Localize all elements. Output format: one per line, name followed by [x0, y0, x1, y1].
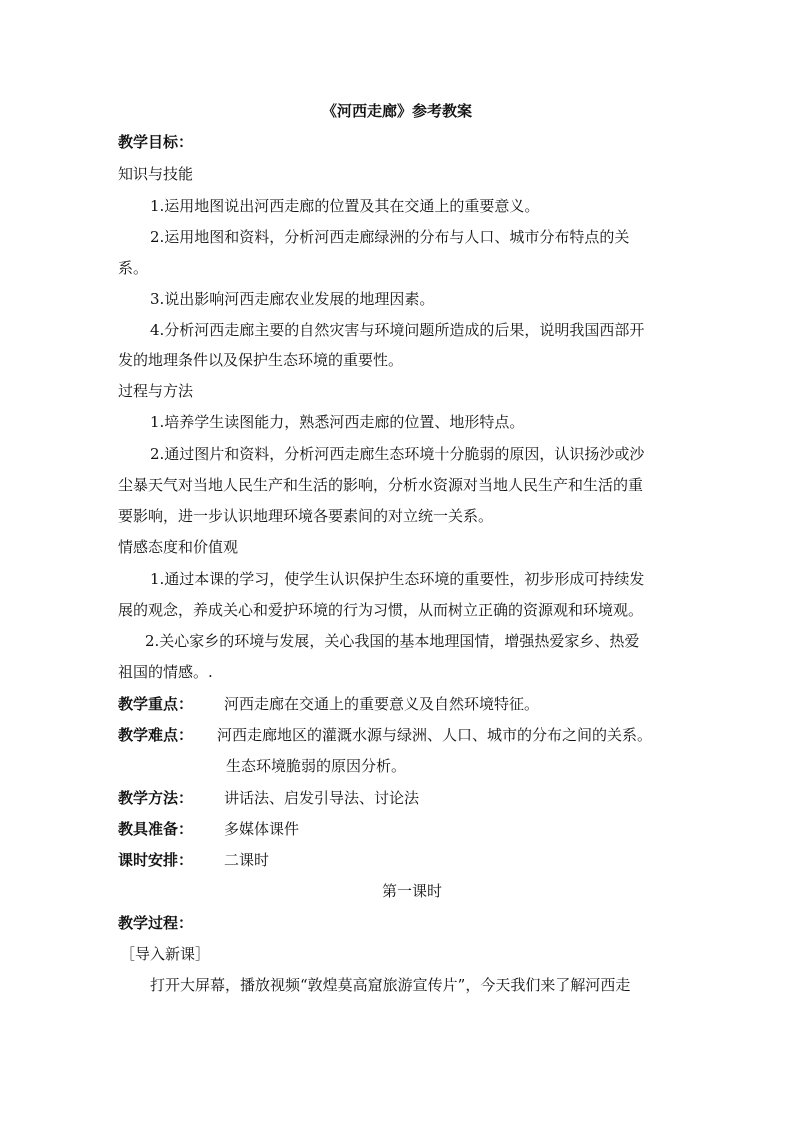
intro-bracket-heading: ［导入新课］: [120, 945, 211, 963]
knowledge-item: 1.运用地图说出河西走廊的位置及其在交通上的重要意义。: [150, 197, 540, 215]
knowledge-item: 4.分析河西走廊主要的自然灾害与环境问题所造成的后果，说明我国西部开: [150, 321, 645, 339]
attitude-heading: 情感态度和价值观: [118, 538, 239, 556]
intro-paragraph: 打开大屏幕，播放视频“敦煌莫高窟旅游宣传片”，今天我们来了解河西走: [150, 976, 631, 994]
objectives-heading: 教学目标：: [118, 133, 194, 151]
methods-label: 教学方法：: [118, 789, 194, 807]
knowledge-heading: 知识与技能: [118, 165, 194, 183]
process-section-heading: 教学过程：: [118, 914, 194, 932]
knowledge-item: 2.运用地图和资料，分析河西走廊绿洲的分布与人口、城市分布特点的关: [150, 228, 630, 246]
schedule-label: 课时安排：: [118, 851, 194, 869]
process-item: 2.通过图片和资料，分析河西走廊生态环境十分脆弱的原因，认识扬沙或沙: [150, 445, 645, 463]
methods-row: [118, 788, 419, 808]
process-item: 1.培养学生读图能力，熟悉河西走廊的位置、地形特点。: [150, 413, 525, 431]
tools-row: [118, 819, 299, 839]
knowledge-item: 发的地理条件以及保护生态环境的重要性。: [118, 351, 404, 369]
lesson-heading: 第一课时: [381, 882, 442, 900]
attitude-item: 展的观念，养成关心和爱护环境的行为习惯，从而树立正确的资源观和环境观。: [118, 601, 644, 619]
schedule-value: 二课时: [224, 851, 270, 869]
key-points-label: 教学重点：: [118, 695, 194, 713]
difficulties-value-continued: 生态环境脆弱的原因分析。: [226, 757, 407, 775]
document-title: 《河西走廊》参考教案: [321, 102, 472, 120]
difficulties-value: 河西走廊地区的灌溉水源与绿洲、人口、城市的分布之间的关系。: [217, 726, 653, 744]
tools-label: 教具准备：: [118, 820, 194, 838]
attitude-item: 1.通过本课的学习，使学生认识保护生态环境的重要性，初步形成可持续发: [150, 570, 645, 588]
key-points-row: [118, 694, 539, 714]
knowledge-item: 3.说出影响河西走廊农业发展的地理因素。: [150, 290, 435, 308]
key-points-value: 河西走廊在交通上的重要意义及自然环境特征。: [224, 695, 540, 713]
attitude-item: 祖国的情感。.: [118, 663, 213, 681]
methods-value: 讲话法、启发引导法、讨论法: [224, 789, 420, 807]
tools-value: 多媒体课件: [224, 820, 300, 838]
attitude-item: 2.关心家乡的环境与发展，关心我国的基本地理国情，增强热爱家乡、热爱: [145, 632, 640, 650]
knowledge-item: 系。: [118, 259, 149, 277]
process-heading: 过程与方法: [118, 382, 194, 400]
difficulties-row: [118, 725, 652, 745]
process-item: 尘暴天气对当地人民生产和生活的影响，分析水资源对当地人民生产和生活的重: [118, 476, 644, 494]
schedule-row: [118, 850, 269, 870]
difficulties-label: 教学难点：: [118, 726, 194, 744]
process-item: 要影响，进一步认识地理环境各要素间的对立统一关系。: [118, 507, 494, 525]
